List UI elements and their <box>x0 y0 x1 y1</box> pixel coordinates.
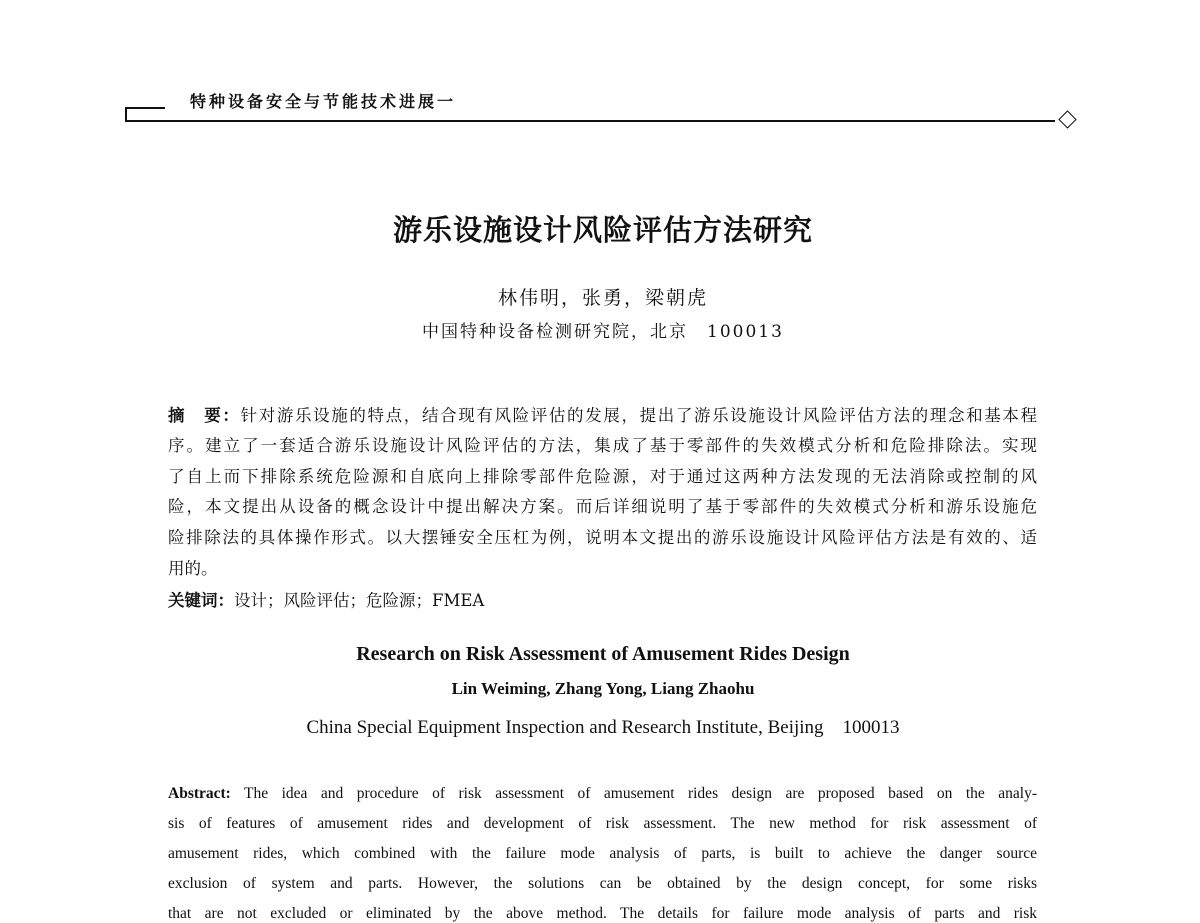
english-title: Research on Risk Assessment of Amusement Rides Design <box>356 643 850 665</box>
english-authors: Lin Weiming, Zhang Yong, Liang Zhaohu <box>451 679 755 698</box>
abstract-cn-line: 摘 要：针对游乐设施的特点，结合现有风险评估的发展，提出了游乐设施设计风险评估方法的理念和基本程 <box>168 406 1038 425</box>
keywords-cn <box>168 587 1037 609</box>
abstract-cn-label: 摘 要： <box>168 406 241 425</box>
abstract-en-line: Abstract: The idea and procedure of risk assessment of amusement rides design are proposed based on the analy- <box>168 785 1037 802</box>
abstract-en-line: that are not excluded or eliminated by the above method. The details for failure mode analysis of parts and risk <box>168 905 1037 922</box>
abstract-en-line: amusement rides, which combined with the failure mode analysis of parts, is built to achieve the danger source <box>168 845 1037 862</box>
abstract-en-line: exclusion of system and parts. However, the solutions can be obtained by the design concept, for some risks <box>168 875 1037 892</box>
running-head: 特种设备安全与节能技术进展一 <box>190 92 457 111</box>
header-rule-top <box>125 107 165 109</box>
affiliation: 中国特种设备检测研究院，北京 100013 <box>422 322 784 342</box>
abstract-cn-line: 了自上而下排除系统危险源和自底向上排除零部件危险源，对于通过这两种方法发现的无法消除或控制的风 <box>168 467 1037 486</box>
abstract-cn-line: 险，本文提出从设备的概念设计中提出解决方案。而后详细说明了基于零部件的失效模式分析和游乐设施危 <box>168 497 1037 516</box>
diamond-ornament-icon <box>1058 110 1076 128</box>
keywords-label: 关键词： <box>168 591 234 610</box>
abstract-en-label: Abstract: <box>168 785 231 802</box>
authors: 林伟明，张勇，梁朝虎 <box>497 287 708 309</box>
abstract-cn-line: 险排除法的具体操作形式。以大摆锤安全压杠为例，说明本文提出的游乐设施设计风险评估方法是有效的、适 <box>168 528 1037 547</box>
abstract-en-line: sis of features of amusement rides and development of risk assessment. The new method for risk assessment of <box>168 815 1037 832</box>
abstract-cn-line: 用的。 <box>168 559 218 578</box>
english-affiliation: China Special Equipment Inspection and Research Institute, Beijing 100013 <box>306 717 900 738</box>
header-rule <box>125 120 1055 122</box>
keywords-text: 设计；风险评估；危险源；FMEA <box>234 591 485 610</box>
abstract-cn-line: 序。建立了一套适合游乐设施设计风险评估的方法，集成了基于零部件的失效模式分析和危险排除法。实现 <box>168 436 1037 455</box>
page-title: 游乐设施设计风险评估方法研究 <box>392 213 813 247</box>
